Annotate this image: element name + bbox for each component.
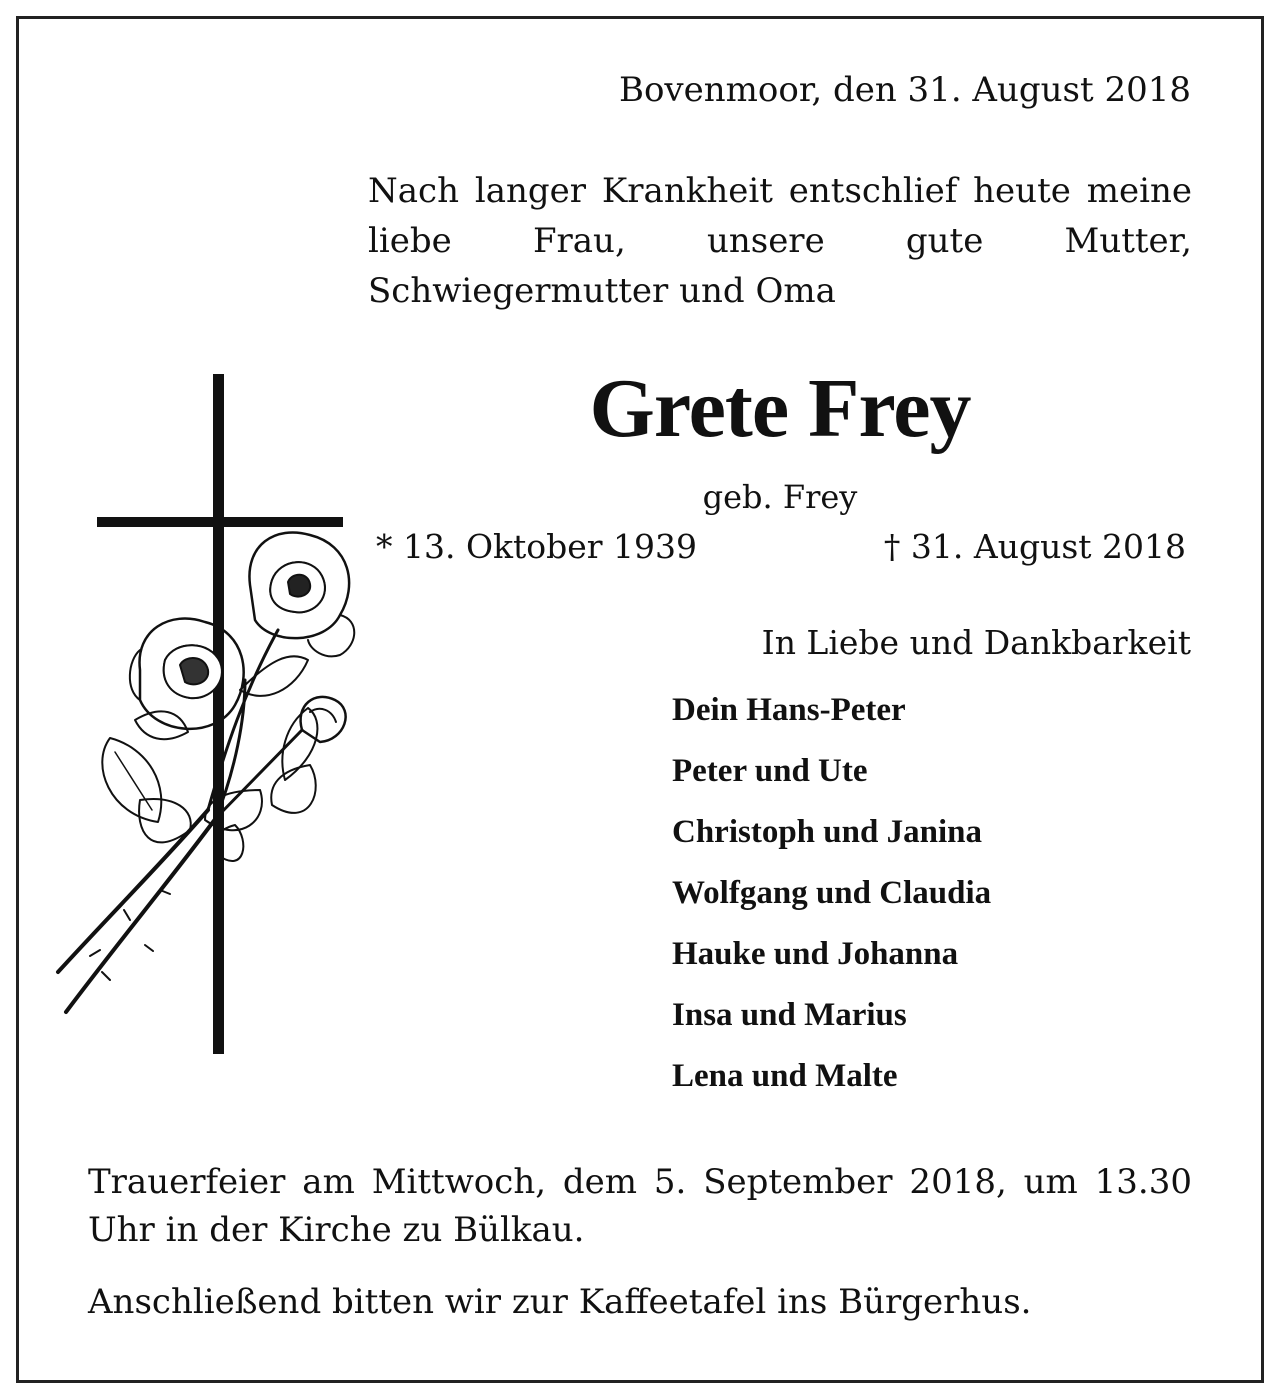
reception-text: Anschließend bitten wir zur Kaffeetafel ins Bürgerhus. [88,1282,1032,1322]
intro-text: Nach langer Krankheit entschlief heute meine liebe Frau, unsere gute Mutter, Schwiegermutter und Oma [368,171,1192,311]
family-member: Lena und Malte [672,1058,898,1094]
maiden-name: geb. Frey [702,478,858,516]
family-member: Dein Hans-Peter [672,692,906,728]
dateline: Bovenmoor, den 31. August 2018 [618,70,1191,110]
birth-date: * 13. Oktober 1939 [376,527,698,566]
family-member: Insa und Marius [672,997,907,1033]
deceased-name: Grete Frey [589,362,971,455]
family-member: Wolfgang und Claudia [672,875,992,911]
family-list [672,692,991,1119]
thanks-line: In Liebe und Dankbarkeit [761,623,1191,662]
death-date: † 31. August 2018 [883,527,1186,566]
family-member: Christoph und Janina [672,814,982,850]
family-member: Peter und Ute [672,753,868,789]
cross-with-roses-icon [40,360,370,1060]
family-member: Hauke und Johanna [672,936,959,972]
service-text: Trauerfeier am Mittwoch, dem 5. September 2018, um 13.30 Uhr in der Kirche zu Bülkau. [88,1162,1192,1250]
